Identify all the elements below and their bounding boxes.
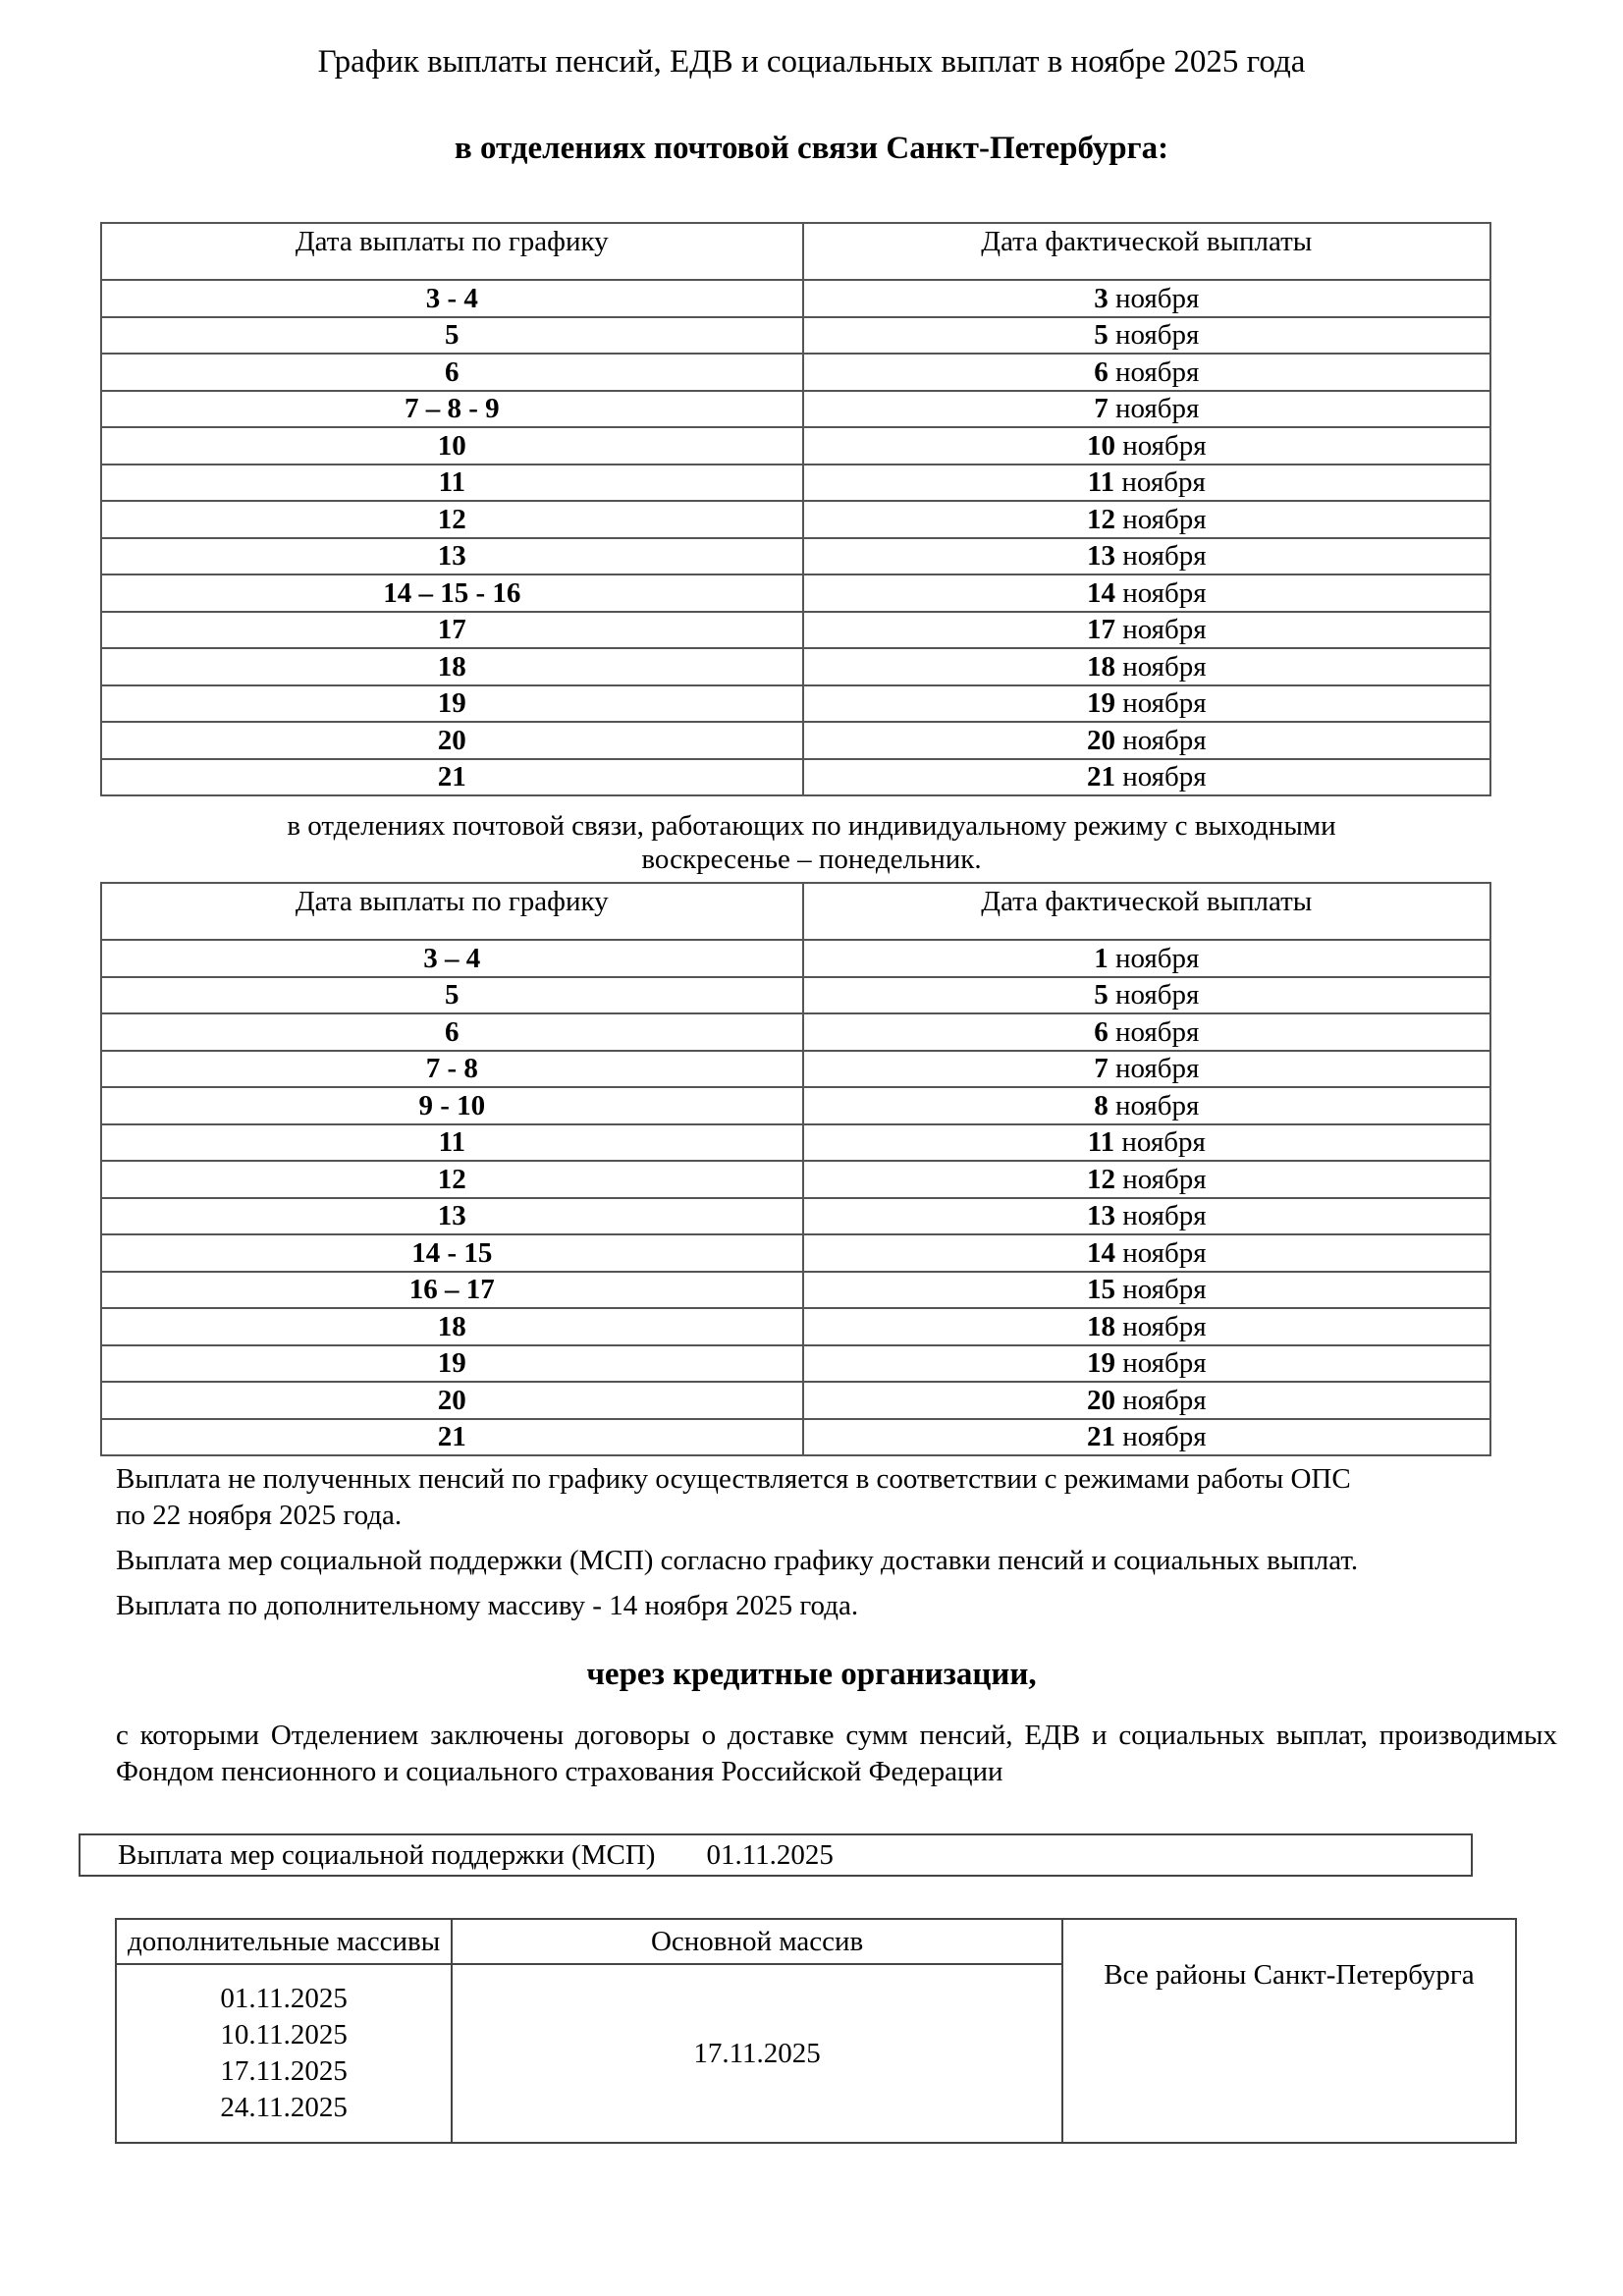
unpaid-pensions-note-line1: Выплата не полученных пенсий по графику осуществляется в соответствии с режимами работы ОПС bbox=[116, 1463, 1351, 1495]
table-row bbox=[101, 612, 1490, 649]
table-row bbox=[101, 1087, 1490, 1124]
month-word: ноября bbox=[1122, 687, 1207, 720]
header-actual-date: Дата фактической выплаты bbox=[803, 883, 1490, 940]
table-body bbox=[101, 280, 1490, 795]
table-row bbox=[101, 1198, 1490, 1235]
actual-date-cell bbox=[803, 1234, 1490, 1272]
table-header-row bbox=[101, 883, 1490, 940]
header-schedule-date: Дата выплаты по графику bbox=[101, 883, 803, 940]
table-row bbox=[101, 759, 1490, 796]
actual-date-cell bbox=[803, 574, 1490, 612]
actual-date-cell bbox=[803, 759, 1490, 796]
actual-day-number: 1 bbox=[1094, 942, 1109, 974]
month-word: ноября bbox=[1122, 503, 1207, 535]
actual-date-cell bbox=[803, 722, 1490, 759]
table-row bbox=[101, 685, 1490, 723]
table-body bbox=[101, 940, 1490, 1455]
msp-payment-box bbox=[79, 1833, 1473, 1877]
month-word: ноября bbox=[1114, 942, 1200, 974]
msp-payment-note: Выплата мер социальной поддержки (МСП) согласно графику доставки пенсий и социальных выплат. bbox=[116, 1545, 1359, 1576]
schedule-date-cell: 19 bbox=[101, 1345, 803, 1383]
actual-date-cell bbox=[803, 612, 1490, 649]
actual-day-number: 20 bbox=[1086, 1384, 1115, 1416]
main-date-cell: 17.11.2025 bbox=[452, 1964, 1062, 2143]
table-row bbox=[101, 1013, 1490, 1051]
actual-date-cell bbox=[803, 391, 1490, 428]
schedule-date-cell: 14 - 15 bbox=[101, 1234, 803, 1272]
table-header-row bbox=[101, 223, 1490, 280]
schedule-date-cell: 18 bbox=[101, 1308, 803, 1345]
actual-date-cell bbox=[803, 1161, 1490, 1198]
table-row bbox=[101, 722, 1490, 759]
schedule-date-cell: 10 bbox=[101, 427, 803, 465]
month-word: ноября bbox=[1114, 355, 1200, 388]
actual-date-cell bbox=[803, 280, 1490, 317]
month-word: ноября bbox=[1114, 1015, 1200, 1048]
actual-date-cell bbox=[803, 685, 1490, 723]
actual-day-number: 8 bbox=[1094, 1089, 1109, 1121]
additional-date: 24.11.2025 bbox=[220, 2092, 348, 2123]
actual-day-number: 17 bbox=[1086, 614, 1115, 646]
header-schedule-date: Дата выплаты по графику bbox=[101, 223, 803, 280]
month-word: ноября bbox=[1121, 466, 1206, 499]
actual-day-number: 7 bbox=[1094, 1053, 1109, 1085]
month-word: ноября bbox=[1122, 614, 1207, 646]
actual-day-number: 6 bbox=[1094, 1015, 1109, 1048]
header-main-array: Основной массив bbox=[452, 1919, 1062, 1964]
table-row bbox=[101, 391, 1490, 428]
actual-date-cell bbox=[803, 977, 1490, 1014]
schedule-date-cell: 3 - 4 bbox=[101, 280, 803, 317]
schedule-date-cell: 13 bbox=[101, 1198, 803, 1235]
month-word: ноября bbox=[1122, 1421, 1207, 1453]
month-word: ноября bbox=[1122, 1347, 1207, 1380]
actual-date-cell bbox=[803, 1382, 1490, 1419]
schedule-date-cell: 11 bbox=[101, 465, 803, 502]
month-word: ноября bbox=[1114, 282, 1200, 314]
month-word: ноября bbox=[1114, 393, 1200, 425]
schedule-date-cell: 16 – 17 bbox=[101, 1272, 803, 1309]
additional-dates-cell bbox=[116, 1964, 452, 2143]
actual-day-number: 15 bbox=[1086, 1274, 1115, 1306]
month-word: ноября bbox=[1122, 576, 1207, 609]
actual-date-cell bbox=[803, 648, 1490, 685]
actual-day-number: 21 bbox=[1086, 1421, 1115, 1453]
month-word: ноября bbox=[1122, 724, 1207, 756]
header-additional-arrays: дополнительные массивы bbox=[116, 1919, 452, 1964]
schedule-date-cell: 17 bbox=[101, 612, 803, 649]
schedule-date-cell: 19 bbox=[101, 685, 803, 723]
actual-day-number: 5 bbox=[1094, 319, 1109, 352]
actual-date-cell bbox=[803, 1308, 1490, 1345]
actual-day-number: 11 bbox=[1087, 1126, 1115, 1159]
actual-day-number: 12 bbox=[1086, 503, 1115, 535]
actual-day-number: 10 bbox=[1086, 429, 1115, 462]
table-row bbox=[101, 648, 1490, 685]
schedule-date-cell: 21 bbox=[101, 759, 803, 796]
actual-date-cell bbox=[803, 1345, 1490, 1383]
actual-date-cell bbox=[803, 1272, 1490, 1309]
additional-array-note: Выплата по дополнительному массиву - 14 ноября 2025 года. bbox=[116, 1590, 859, 1621]
credit-organizations-text: с которыми Отделением заключены договоры о доставке сумм пенсий, ЕДВ и социальных выплат, производимых Фондом пенсионного и социального страхования Российской Федерации bbox=[116, 1720, 1557, 1787]
schedule-date-cell: 12 bbox=[101, 501, 803, 538]
additional-date: 01.11.2025 bbox=[220, 1983, 348, 2014]
actual-day-number: 19 bbox=[1086, 1347, 1115, 1380]
actual-day-number: 21 bbox=[1086, 761, 1115, 793]
schedule-date-cell: 5 bbox=[101, 317, 803, 355]
table-row bbox=[101, 1124, 1490, 1162]
msp-label: Выплата мер социальной поддержки (МСП) bbox=[118, 1839, 656, 1871]
credit-organizations-heading: через кредитные организации, bbox=[586, 1657, 1037, 1692]
actual-date-cell bbox=[803, 317, 1490, 355]
actual-date-cell bbox=[803, 1124, 1490, 1162]
actual-day-number: 18 bbox=[1086, 1310, 1115, 1342]
schedule-date-cell: 7 – 8 - 9 bbox=[101, 391, 803, 428]
actual-day-number: 19 bbox=[1086, 687, 1115, 720]
additional-date: 17.11.2025 bbox=[220, 2055, 348, 2087]
table-row bbox=[101, 1234, 1490, 1272]
table-row bbox=[101, 501, 1490, 538]
table-row bbox=[101, 977, 1490, 1014]
table-row bbox=[101, 538, 1490, 575]
schedule-date-cell: 20 bbox=[101, 1382, 803, 1419]
month-word: ноября bbox=[1122, 650, 1207, 683]
actual-day-number: 13 bbox=[1086, 540, 1115, 573]
schedule-date-cell: 13 bbox=[101, 538, 803, 575]
actual-date-cell bbox=[803, 1051, 1490, 1088]
table-row bbox=[101, 1308, 1490, 1345]
table-row bbox=[101, 1345, 1490, 1383]
document-title: График выплаты пенсий, ЕДВ и социальных выплат в ноябре 2025 года bbox=[317, 44, 1306, 80]
actual-day-number: 6 bbox=[1094, 355, 1109, 388]
arrays-header-row bbox=[116, 1919, 1516, 1964]
month-word: ноября bbox=[1122, 429, 1207, 462]
table-row bbox=[101, 465, 1490, 502]
actual-date-cell bbox=[803, 465, 1490, 502]
month-word: ноября bbox=[1122, 1384, 1207, 1416]
actual-day-number: 13 bbox=[1086, 1200, 1115, 1232]
table-row bbox=[101, 574, 1490, 612]
unpaid-pensions-note bbox=[116, 1461, 1559, 1534]
month-word: ноября bbox=[1122, 540, 1207, 573]
actual-date-cell bbox=[803, 1013, 1490, 1051]
individual-mode-note-line1: в отделениях почтовой связи, работающих по индивидуальному режиму с выходными bbox=[287, 810, 1336, 842]
schedule-date-cell: 18 bbox=[101, 648, 803, 685]
actual-date-cell bbox=[803, 354, 1490, 391]
schedule-date-cell: 5 bbox=[101, 977, 803, 1014]
schedule-date-cell: 6 bbox=[101, 1013, 803, 1051]
actual-day-number: 14 bbox=[1086, 576, 1115, 609]
actual-date-cell bbox=[803, 940, 1490, 977]
month-word: ноября bbox=[1114, 979, 1200, 1011]
table-row bbox=[101, 317, 1490, 355]
document-subtitle: в отделениях почтовой связи Санкт-Петербурга: bbox=[454, 131, 1169, 166]
schedule-date-cell: 6 bbox=[101, 354, 803, 391]
header-actual-date: Дата фактической выплаты bbox=[803, 223, 1490, 280]
schedule-date-cell: 20 bbox=[101, 722, 803, 759]
actual-date-cell bbox=[803, 501, 1490, 538]
post-office-schedule-table bbox=[100, 222, 1491, 796]
unpaid-pensions-note-line2: по 22 ноября 2025 года. bbox=[116, 1500, 403, 1531]
additional-date: 10.11.2025 bbox=[220, 2019, 348, 2050]
actual-date-cell bbox=[803, 427, 1490, 465]
schedule-date-cell: 7 - 8 bbox=[101, 1051, 803, 1088]
month-word: ноября bbox=[1122, 1274, 1207, 1306]
table-row bbox=[101, 1419, 1490, 1456]
individual-mode-note bbox=[0, 809, 1623, 876]
actual-day-number: 18 bbox=[1086, 650, 1115, 683]
table-row bbox=[101, 280, 1490, 317]
schedule-date-cell: 12 bbox=[101, 1161, 803, 1198]
actual-day-number: 12 bbox=[1086, 1163, 1115, 1195]
actual-date-cell bbox=[803, 1198, 1490, 1235]
month-word: ноября bbox=[1122, 1200, 1207, 1232]
individual-mode-schedule-table bbox=[100, 882, 1491, 1456]
schedule-date-cell: 3 – 4 bbox=[101, 940, 803, 977]
schedule-date-cell: 9 - 10 bbox=[101, 1087, 803, 1124]
month-word: ноября bbox=[1122, 1310, 1207, 1342]
table-row bbox=[101, 427, 1490, 465]
actual-date-cell bbox=[803, 1087, 1490, 1124]
credit-arrays-table bbox=[115, 1918, 1517, 2144]
schedule-date-cell: 14 – 15 - 16 bbox=[101, 574, 803, 612]
schedule-date-cell: 11 bbox=[101, 1124, 803, 1162]
msp-date: 01.11.2025 bbox=[706, 1839, 834, 1871]
month-word: ноября bbox=[1122, 1236, 1207, 1269]
actual-day-number: 20 bbox=[1086, 724, 1115, 756]
actual-day-number: 14 bbox=[1086, 1236, 1115, 1269]
table-row bbox=[101, 1382, 1490, 1419]
table-row bbox=[101, 1272, 1490, 1309]
actual-day-number: 5 bbox=[1094, 979, 1109, 1011]
month-word: ноября bbox=[1122, 761, 1207, 793]
actual-day-number: 3 bbox=[1094, 282, 1109, 314]
actual-date-cell bbox=[803, 538, 1490, 575]
table-row bbox=[101, 1051, 1490, 1088]
table-row bbox=[101, 1161, 1490, 1198]
month-word: ноября bbox=[1122, 1163, 1207, 1195]
month-word: ноября bbox=[1121, 1126, 1206, 1159]
actual-day-number: 11 bbox=[1087, 466, 1115, 499]
table-row bbox=[101, 940, 1490, 977]
month-word: ноября bbox=[1114, 1053, 1200, 1085]
month-word: ноября bbox=[1114, 1089, 1200, 1121]
individual-mode-note-line2: воскресенье – понедельник. bbox=[641, 844, 982, 875]
table-row bbox=[101, 354, 1490, 391]
region-cell: Все районы Санкт-Петербурга bbox=[1062, 1919, 1516, 2143]
month-word: ноября bbox=[1114, 319, 1200, 352]
schedule-date-cell: 21 bbox=[101, 1419, 803, 1456]
actual-day-number: 7 bbox=[1094, 393, 1109, 425]
actual-date-cell bbox=[803, 1419, 1490, 1456]
